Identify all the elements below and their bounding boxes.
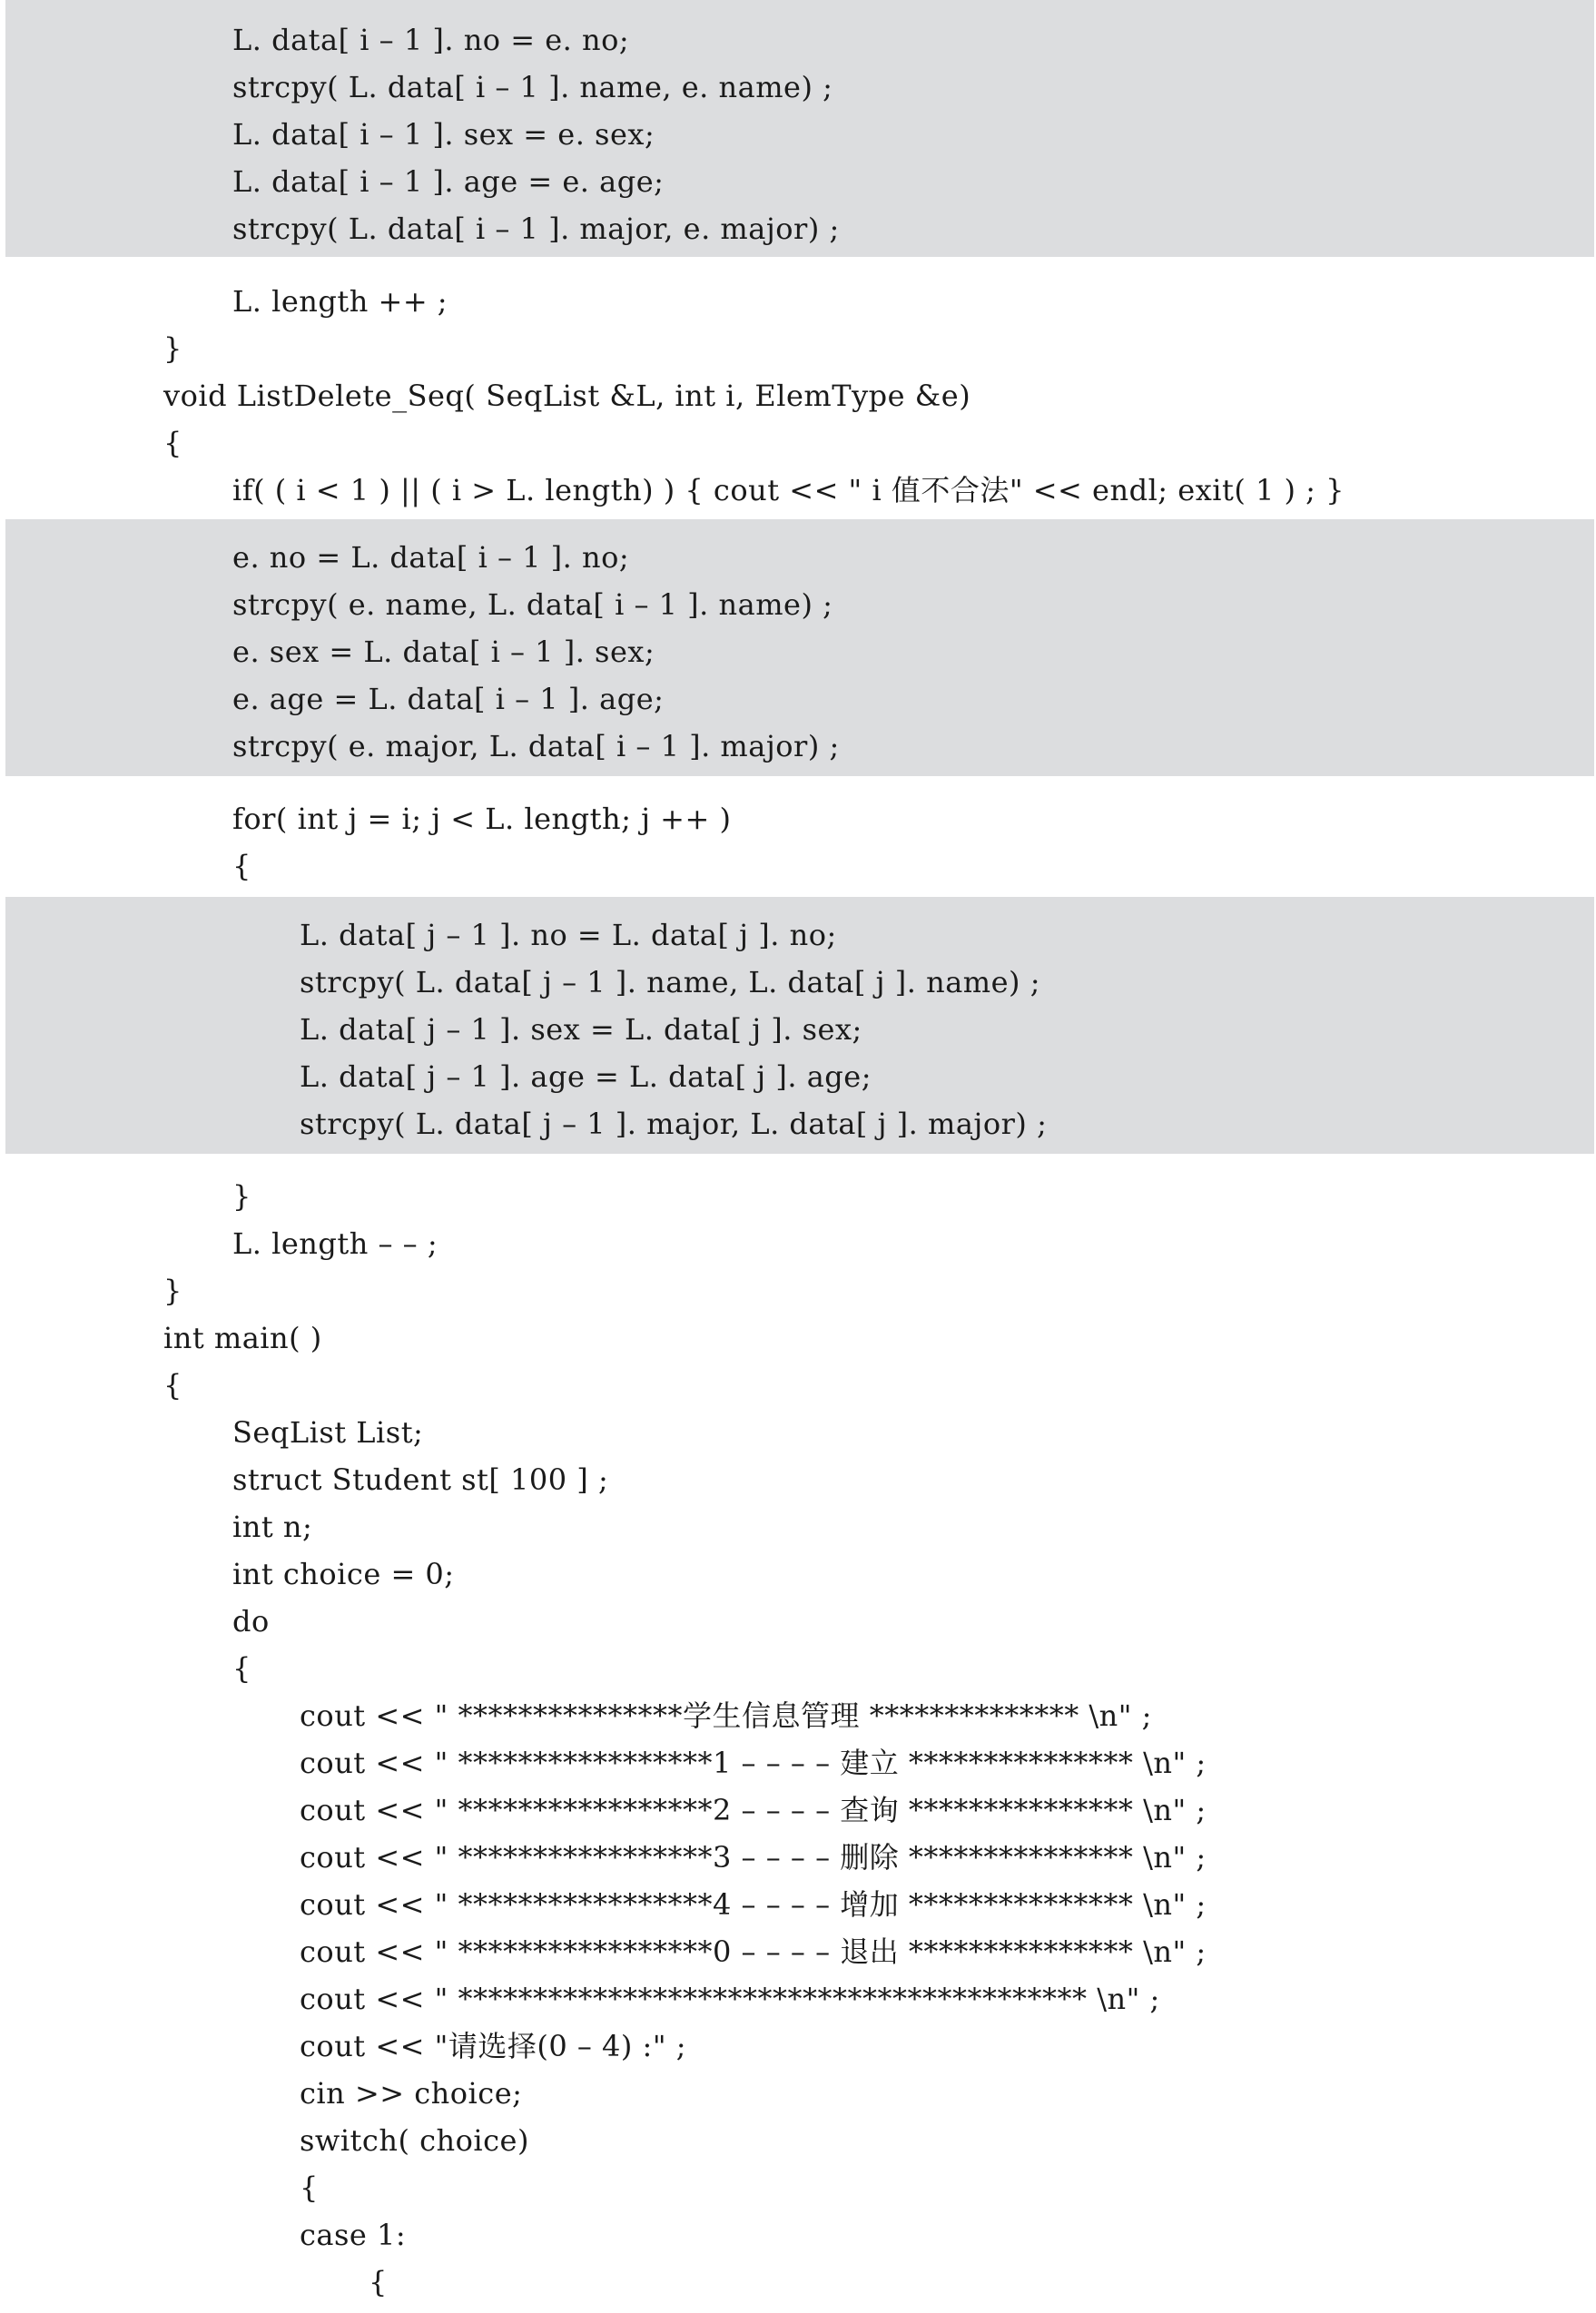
- code-line: e. age = L. data[ i – 1 ]. age;: [232, 682, 665, 716]
- code-line: cout << " ***************学生信息管理 ************** \n" ;: [300, 1698, 1152, 1733]
- code-line: strcpy( L. data[ i – 1 ]. major, e. major) ;: [232, 212, 840, 246]
- code-line: cout << " *****************1 – – – – 建立 *************** \n" ;: [300, 1746, 1207, 1780]
- code-line: }: [232, 1179, 251, 1214]
- code-line: struct Student st[ 100 ] ;: [232, 1462, 609, 1497]
- code-line: cout << " ****************************************** \n" ;: [300, 1982, 1160, 2016]
- code-line: strcpy( L. data[ j – 1 ]. name, L. data[ j ]. name) ;: [300, 965, 1040, 999]
- code-line: int choice = 0;: [232, 1557, 455, 1591]
- code-line: {: [369, 2265, 388, 2299]
- code-line: switch( choice): [300, 2123, 529, 2158]
- code-line: e. sex = L. data[ i – 1 ]. sex;: [232, 635, 655, 669]
- code-line: e. no = L. data[ i – 1 ]. no;: [232, 540, 630, 575]
- code-line: cout << " *****************0 – – – – 退出 *************** \n" ;: [300, 1934, 1207, 1969]
- code-line: void ListDelete_Seq( SeqList &L, int i, ElemType &e): [163, 379, 971, 413]
- code-line: {: [163, 1368, 182, 1403]
- code-line: L. data[ j – 1 ]. age = L. data[ j ]. age;: [300, 1059, 872, 1094]
- code-line: cout << " *****************4 – – – – 增加 *************** \n" ;: [300, 1887, 1207, 1922]
- code-line: SeqList List;: [232, 1415, 424, 1450]
- code-line: {: [232, 849, 251, 883]
- code-line: cout << " *****************3 – – – – 删除 *************** \n" ;: [300, 1840, 1207, 1875]
- code-line: }: [163, 331, 182, 366]
- code-line: L. data[ i – 1 ]. no = e. no;: [232, 23, 630, 57]
- code-line: cin >> choice;: [300, 2076, 523, 2111]
- code-line: int n;: [232, 1510, 313, 1544]
- code-line: case 1:: [300, 2218, 407, 2252]
- code-line: cout << "请选择(0 – 4) :" ;: [300, 2029, 687, 2063]
- code-line: strcpy( e. major, L. data[ i – 1 ]. major) ;: [232, 729, 840, 763]
- code-line: {: [232, 1651, 251, 1686]
- code-line: {: [163, 426, 182, 460]
- code-line: strcpy( e. name, L. data[ i – 1 ]. name) ;: [232, 587, 833, 622]
- code-line: cout << " *****************2 – – – – 查询 *************** \n" ;: [300, 1793, 1207, 1827]
- code-line: do: [232, 1604, 270, 1639]
- code-line: L. data[ i – 1 ]. sex = e. sex;: [232, 117, 655, 152]
- code-line: {: [300, 2170, 319, 2205]
- code-line: L. data[ j – 1 ]. no = L. data[ j ]. no;: [300, 918, 837, 952]
- code-line: L. length – – ;: [232, 1226, 438, 1261]
- code-line: }: [163, 1274, 182, 1308]
- code-line: L. data[ j – 1 ]. sex = L. data[ j ]. sex;: [300, 1012, 862, 1047]
- code-line: for( int j = i; j < L. length; j ++ ): [232, 802, 732, 836]
- code-line: strcpy( L. data[ j – 1 ]. major, L. data[ j ]. major) ;: [300, 1107, 1048, 1141]
- code-line: if( ( i < 1 ) || ( i > L. length) ) { cout << " i 值不合法" << endl; exit( 1 ) ; }: [232, 473, 1345, 507]
- code-line: L. length ++ ;: [232, 284, 448, 319]
- code-line: strcpy( L. data[ i – 1 ]. name, e. name) ;: [232, 70, 833, 104]
- code-line: L. data[ i – 1 ]. age = e. age;: [232, 164, 665, 199]
- code-line: int main( ): [163, 1321, 322, 1355]
